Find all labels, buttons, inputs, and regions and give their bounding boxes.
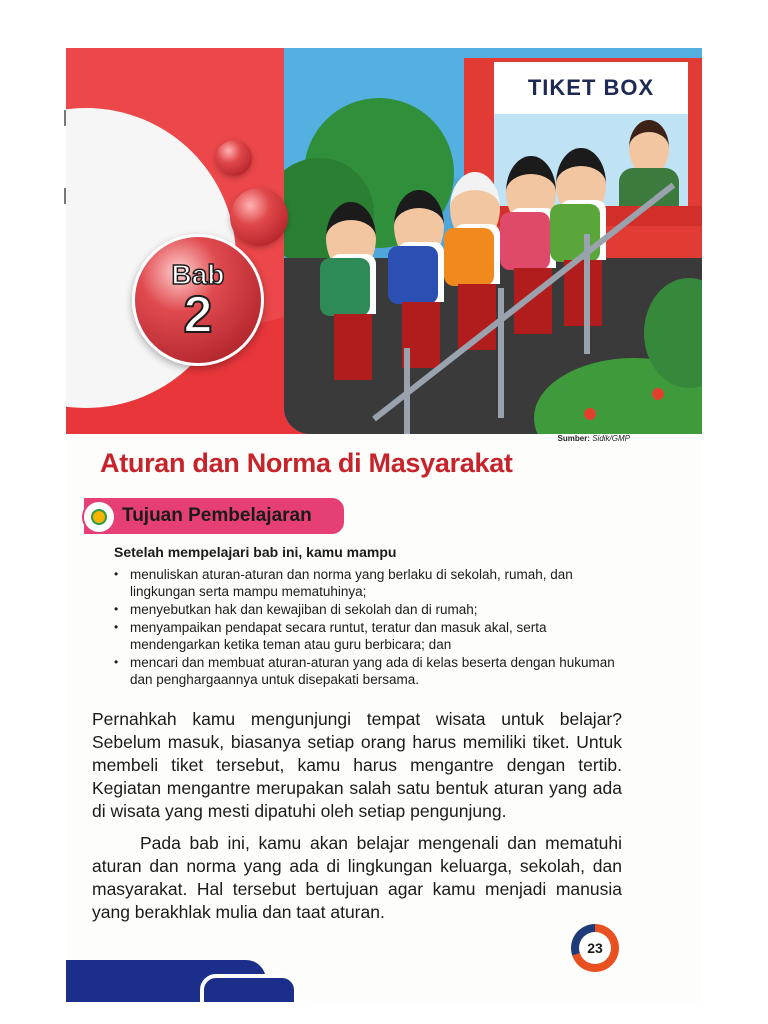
objective-item: • mencari dan membuat aturan-aturan yang ada di kelas beserta dengan hukuman dan penghargaannya untuk disepakati bersama.: [110, 654, 630, 688]
railing-post: [404, 348, 410, 434]
flower: [584, 408, 596, 420]
railing-post: [584, 234, 590, 354]
book-page: [66, 48, 702, 1002]
source-value: Sidik/GMP: [592, 434, 630, 443]
page-number: 23: [579, 932, 611, 964]
source-label: Sumber:: [557, 434, 590, 443]
student-figure: [388, 190, 448, 380]
student-figure: [320, 202, 380, 392]
objective-item: • menyebutkan hak dan kewajiban di sekolah dan di rumah;: [110, 601, 630, 618]
image-source: [558, 434, 630, 443]
student-figure: [444, 172, 504, 362]
railing-post: [498, 288, 504, 418]
objectives-intro: Setelah mempelajari bab ini, kamu mampu: [114, 544, 397, 560]
objective-item: • menyampaikan pendapat secara runtut, teratur dan masuk akal, serta mendengarkan ketika teman atau guru berbicara; dan: [110, 619, 630, 653]
learning-objectives-heading: Tujuan Pembelajaran: [122, 505, 312, 526]
chapter-badge: [132, 234, 264, 366]
chapter-number: 2: [183, 286, 213, 344]
decorative-bubble: [216, 140, 252, 176]
chapter-word: Bab: [171, 259, 225, 290]
student-figure: [550, 148, 610, 318]
chapter-illustration: [66, 48, 702, 434]
ticket-box-sign: TIKET BOX: [494, 62, 688, 114]
page-number-badge: [571, 924, 619, 972]
chapter-title: Aturan dan Norma di Masyarakat: [100, 448, 513, 478]
footer-tab-decoration: [200, 974, 298, 1002]
flower: [652, 388, 664, 400]
objective-item: • menuliskan aturan-aturan dan norma yang berlaku di sekolah, rumah, dan lingkungan serta mampu mematuhinya;: [110, 566, 630, 600]
queue-scene: [284, 48, 702, 434]
body-paragraph: Pada bab ini, kamu akan belajar mengenali dan mematuhi aturan dan norma yang ada di lingkungan keluarga, sekolah, dan masyarakat. Hal tersebut bertujuan agar kamu menjadi manusia yang berakhlak mulia dan taat aturan.: [92, 833, 622, 922]
body-paragraph: Pernahkah kamu mengunjungi tempat wisata untuk belajar? Sebelum masuk, biasanya setiap orang harus memiliki tiket. Untuk membeli tiket tersebut, kamu harus mengantre dengan tertib. Kegiatan mengantre merupakan salah satu bentuk aturan yang ada di wisata yang mesti dipatuhi oleh setiap pengunjung.: [92, 709, 622, 821]
decorative-bubble: [230, 188, 288, 246]
target-icon: [82, 500, 116, 534]
objectives-list: [110, 566, 630, 689]
